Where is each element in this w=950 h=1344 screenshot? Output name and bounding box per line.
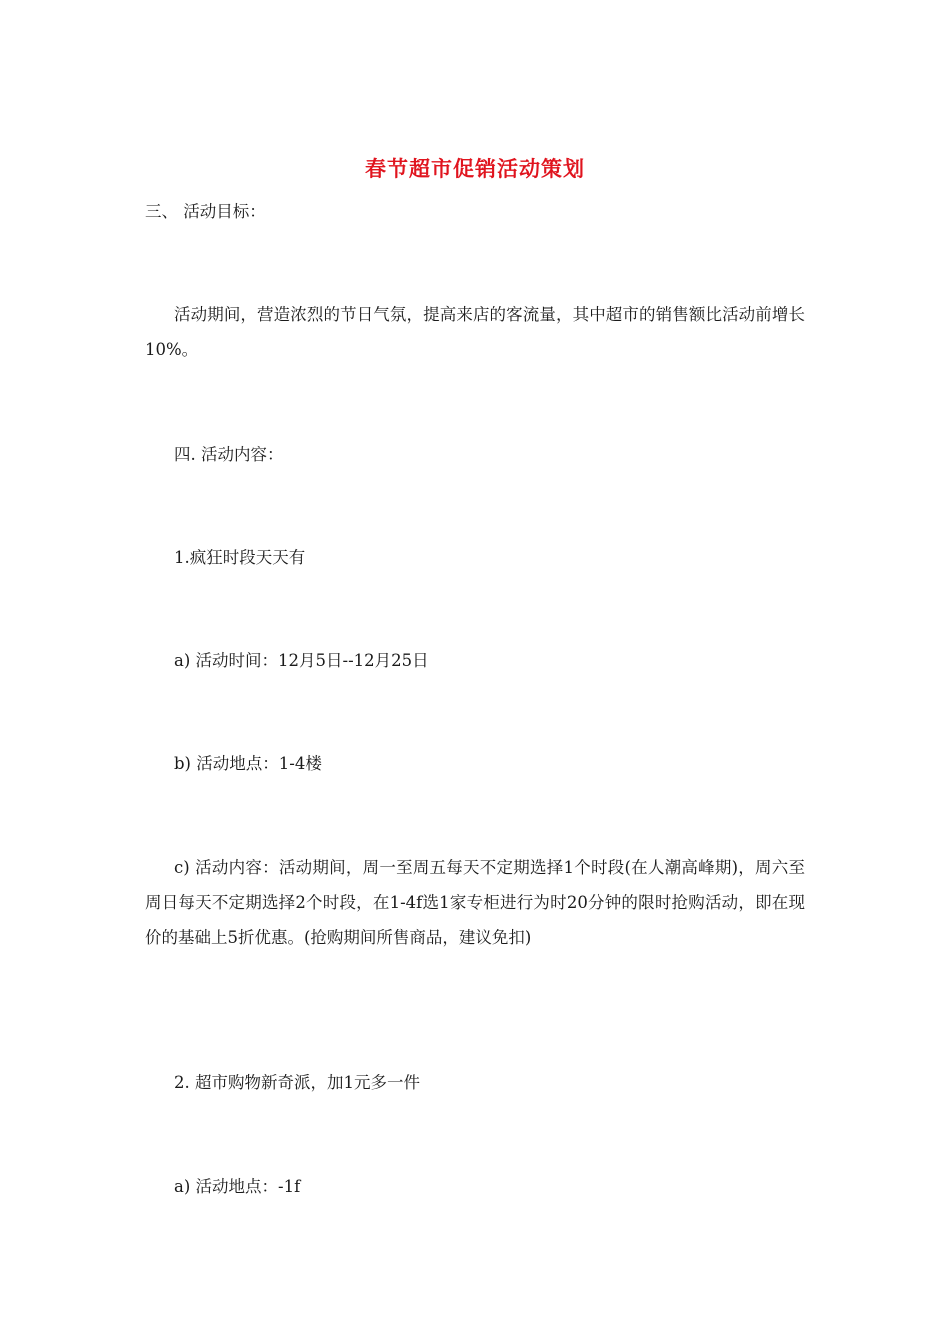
item-one-content: c) 活动内容：活动期间，周一至周五每天不定期选择1个时段(在人潮高峰期)，周六至周日每天不定期选择2个时段，在1-4f选1家专柜进行为时20分钟的限时抢购活动，即在现价的基础上5折优惠。(抢购期间所售商品，建议免扣): [145, 858, 805, 947]
item-one-location: b) 活动地点：1-4楼: [174, 754, 322, 773]
document-title: 春节超市促销活动策划: [365, 156, 585, 181]
section-three-body: 活动期间，营造浓烈的节日气氛，提高来店的客流量，其中超市的销售额比活动前增长10%。: [145, 305, 805, 359]
item-two-title: 2. 超市购物新奇派，加1元多一件: [174, 1073, 420, 1092]
item-one-time: a) 活动时间：12月5日--12月25日: [174, 651, 429, 670]
item-two-location: a) 活动地点：-1f: [174, 1177, 301, 1196]
item-one-title: 1.疯狂时段天天有: [174, 548, 306, 567]
section-four-heading: 四. 活动内容：: [174, 445, 284, 464]
section-three-heading: 三、 活动目标：: [145, 202, 266, 221]
